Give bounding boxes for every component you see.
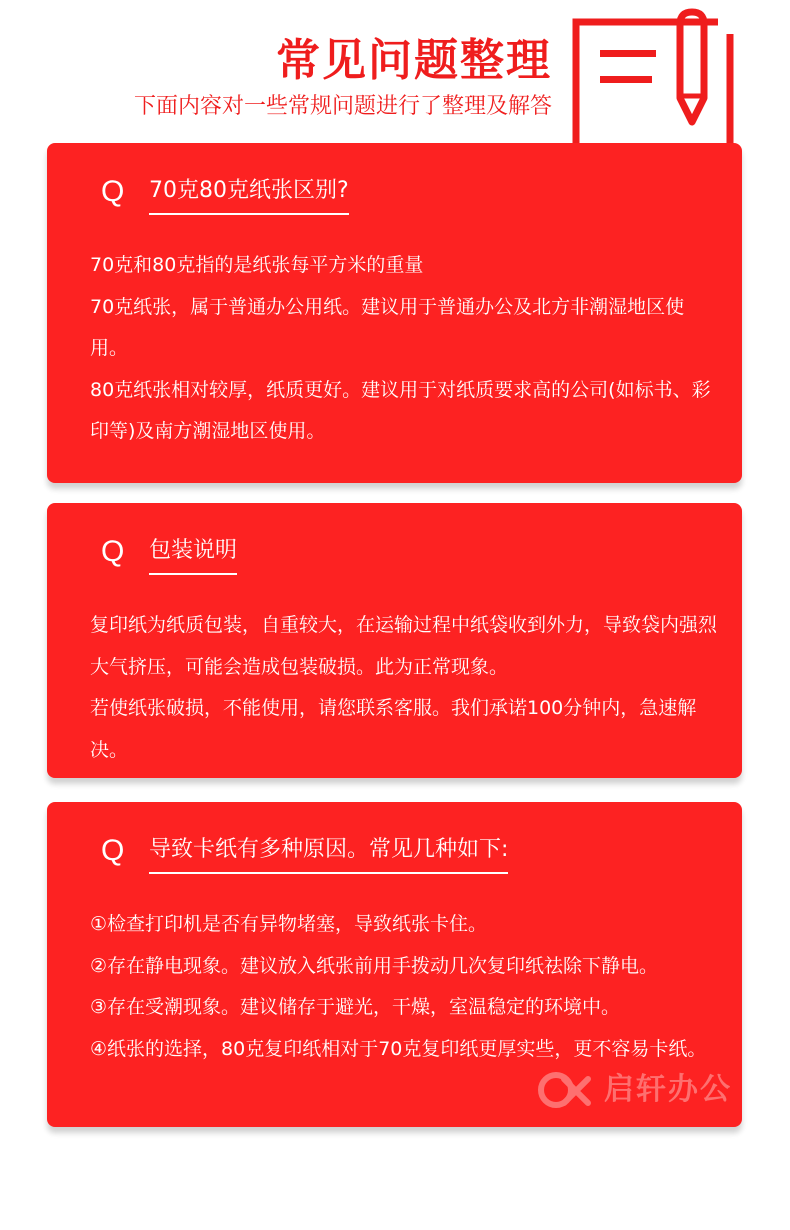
watermark-text: 启轩办公 bbox=[604, 1072, 732, 1107]
answer-text bbox=[90, 605, 720, 771]
q-mark: Q bbox=[101, 535, 125, 568]
question-text: 导致卡纸有多种原因。常见几种如下: bbox=[149, 832, 508, 874]
faq-card-paper-weight bbox=[47, 143, 742, 483]
page-subtitle: 下面内容对一些常规问题进行了整理及解答 bbox=[133, 94, 552, 119]
question-row bbox=[101, 533, 237, 575]
q-mark: Q bbox=[101, 175, 125, 208]
brand-watermark bbox=[536, 1071, 732, 1109]
faq-card-packaging bbox=[47, 503, 742, 778]
answer-paragraph: 70克和80克指的是纸张每平方米的重量 bbox=[90, 254, 424, 276]
answer-paragraph: ②存在静电现象。建议放入纸张前用手拨动几次复印纸祛除下静电。 bbox=[90, 954, 659, 977]
question-text: 70克80克纸张区别? bbox=[149, 173, 349, 215]
q-mark: Q bbox=[101, 834, 125, 867]
qx-logo-icon bbox=[536, 1071, 598, 1109]
answer-paragraph: 80克纸张相对较厚，纸质更好。建议用于对纸质要求高的公司(如标书、彩印等)及南方潮湿地区使用。 bbox=[90, 378, 711, 442]
answer-text bbox=[90, 245, 720, 453]
faq-header bbox=[0, 0, 790, 145]
answer-paragraph: ③存在受潮现象。建议储存于避光，干燥，室温稳定的环境中。 bbox=[90, 996, 621, 1018]
answer-paragraph: 复印纸为纸质包装，自重较大，在运输过程中纸袋收到外力，导致袋内强烈大气挤压，可能会造成包装破损。此为正常现象。 bbox=[90, 614, 718, 678]
answer-text bbox=[90, 904, 720, 1070]
faq-card-paper-jam bbox=[47, 802, 742, 1127]
answer-paragraph: 若使纸张破损，不能使用，请您联系客服。我们承诺100分钟内，急速解决。 bbox=[90, 697, 697, 761]
notepad-pencil-icon bbox=[568, 6, 744, 146]
question-row bbox=[101, 173, 349, 215]
page-title: 常见问题整理 bbox=[276, 35, 552, 86]
answer-paragraph: ①检查打印机是否有异物堵塞，导致纸张卡住。 bbox=[90, 913, 488, 935]
question-row bbox=[101, 832, 508, 874]
answer-paragraph: 70克纸张，属于普通办公用纸。建议用于普通办公及北方非潮湿地区使用。 bbox=[90, 295, 685, 359]
answer-paragraph: ④纸张的选择，80克复印纸相对于70克复印纸更厚实些，更不容易卡纸。 bbox=[90, 1037, 707, 1060]
question-text: 包装说明 bbox=[149, 533, 237, 575]
